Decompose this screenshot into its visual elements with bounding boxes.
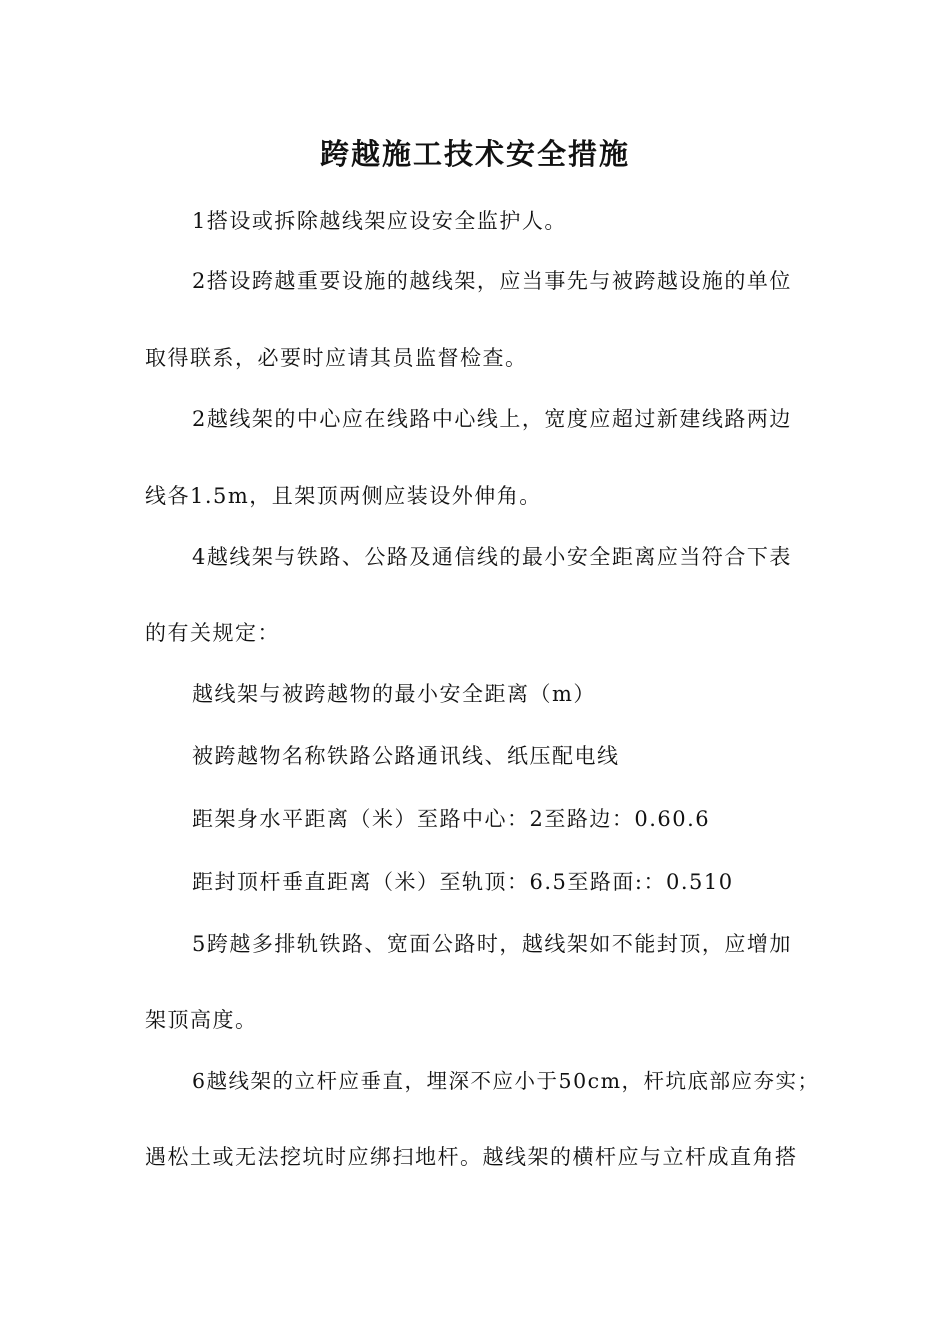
- paragraph-line-15: 遇松土或无法挖坑时应绑扫地杆。越线架的横杆应与立杆成直角搭: [145, 1145, 798, 1169]
- table-header-line: 被跨越物名称铁路公路通讯线、纸压配电线: [192, 744, 620, 768]
- table-row-horizontal: 距架身水平距离（米）至路中心：2至路边：0.60.6: [192, 807, 711, 831]
- paragraph-line-13: 架顶高度。: [145, 1008, 258, 1032]
- table-caption-line: 越线架与被跨越物的最小安全距离（m）: [192, 682, 596, 706]
- paragraph-line-6: 4越线架与铁路、公路及通信线的最小安全距离应当符合下表: [192, 545, 792, 569]
- paragraph-line-2: 2搭设跨越重要设施的越线架，应当事先与被跨越设施的单位: [192, 269, 792, 293]
- paragraph-line-4: 2越线架的中心应在线路中心线上，宽度应超过新建线路两边: [192, 407, 792, 431]
- paragraph-line-12: 5跨越多排轨铁路、宽面公路时，越线架如不能封顶，应增加: [192, 932, 792, 956]
- paragraph-line-14: 6越线架的立杆应垂直，埋深不应小于50cm，杆坑底部应夯实；: [192, 1069, 820, 1093]
- paragraph-line-3: 取得联系，必要时应请其员监督检查。: [145, 346, 528, 370]
- paragraph-line-5: 线各1.5m，且架顶两侧应装设外伸角。: [145, 484, 542, 508]
- paragraph-line-1: 1搭设或拆除越线架应设安全监护人。: [192, 209, 567, 233]
- paragraph-line-7: 的有关规定：: [145, 621, 280, 645]
- document-title: 跨越施工技术安全措施: [319, 137, 630, 171]
- table-row-vertical: 距封顶杆垂直距离（米）至轨顶：6.5至路面:：0.510: [192, 870, 734, 894]
